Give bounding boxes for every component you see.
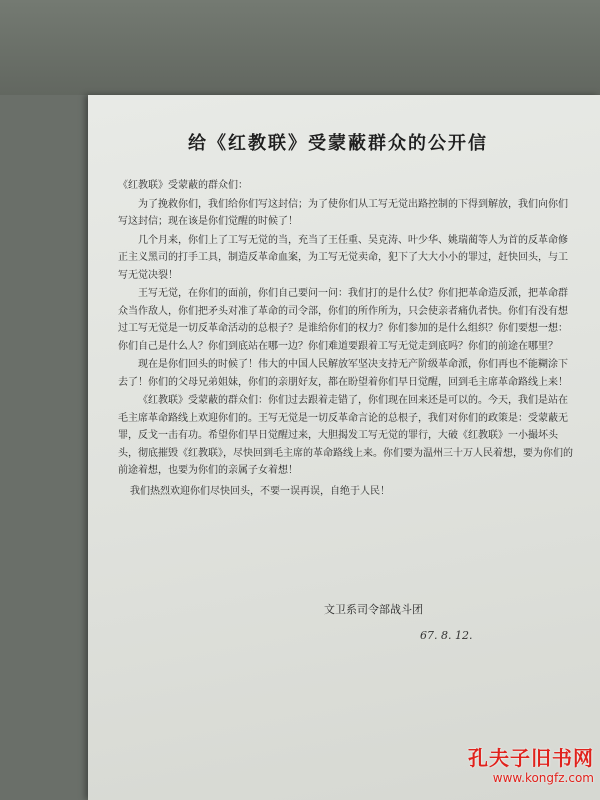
paragraph-1: 为了挽救你们，我们给你们写这封信；为了使你们从工写无觉出路控制的下得到解放，我们向你们写这封信；现在该是你们觉醒的时候了！ [118, 198, 568, 227]
appeal-salutation: 《红教联》受蒙蔽的群众们： [138, 395, 268, 406]
slogan: 我们热烈欢迎你们尽快回头，不要一误再误，自绝于人民！ [130, 485, 390, 497]
signature: 文卫系司令部战斗团 [324, 603, 423, 616]
document-sheet [88, 95, 600, 800]
appeal-text: 你们过去跟着走错了，你们现在回来还是可以的。今天，我们是站在毛主席革命路线上欢迎你们的。王写无觉是一切反革命言论的总根子，我们对你们的政策是：受蒙蔽无罪，反戈一击有功。希望你们早日觉醒过来，大胆揭发工写无觉的罪行，大破《红教联》一小撮坏头头，彻底摧毁《红教联》，尽快回到毛主席的革命路线上来。你们要为温州三十万人民着想，要为你们的前途着想，也要为你们的亲属子女着想！ [118, 395, 573, 476]
document-body [118, 177, 574, 501]
paragraph-4: 现在是你们回头的时候了！伟大的中国人民解放军坚决支持无产阶级革命派，你们再也不能糊涂下去了！你们的父母兄弟姐妹，你们的亲朋好友，都在盼望着你们早日觉醒，回到毛主席革命路线上来！ [118, 359, 568, 388]
date: 67. 8. 12. [420, 629, 473, 642]
salutation: 《红教联》受蒙蔽的群众们： [118, 180, 248, 191]
watermark-url: www.kongfz.com [492, 771, 594, 785]
backdrop [0, 0, 600, 95]
paragraph-2: 几个月来，你们上了工写无觉的当，充当了王任重、吴克涛、叶少华、姚瑞蔺等人为首的反革命修正主义黑司的打手工具，制造反革命血案，为工写无觉卖命，犯下了大大小小的罪过，赶快回头，与工写无觉决裂！ [118, 234, 568, 281]
document-title: 给《红教联》受蒙蔽群众的公开信 [188, 133, 488, 154]
watermark-name: 孔夫子旧书网 [468, 746, 594, 770]
paragraph-3: 王写无觉，在你们的面前，你们自己要问一问：我们打的是什么仗？你们把革命造反派，把革命群众当作敌人，你们把矛头对准了革命的司令部，你们的所作所为，只会使亲者痛仇者快。你们有没有想过工写无觉是一切反革命活动的总根子？是谁给你们的权力？你们参加的是什么组织？你们要想一想：你们自己是什么人？你们到底站在哪一边？你们难道要跟着工写无觉走到底吗？你们的前途在哪里？ [118, 288, 568, 352]
appeal-paragraph [118, 392, 574, 480]
watermark [430, 742, 594, 785]
